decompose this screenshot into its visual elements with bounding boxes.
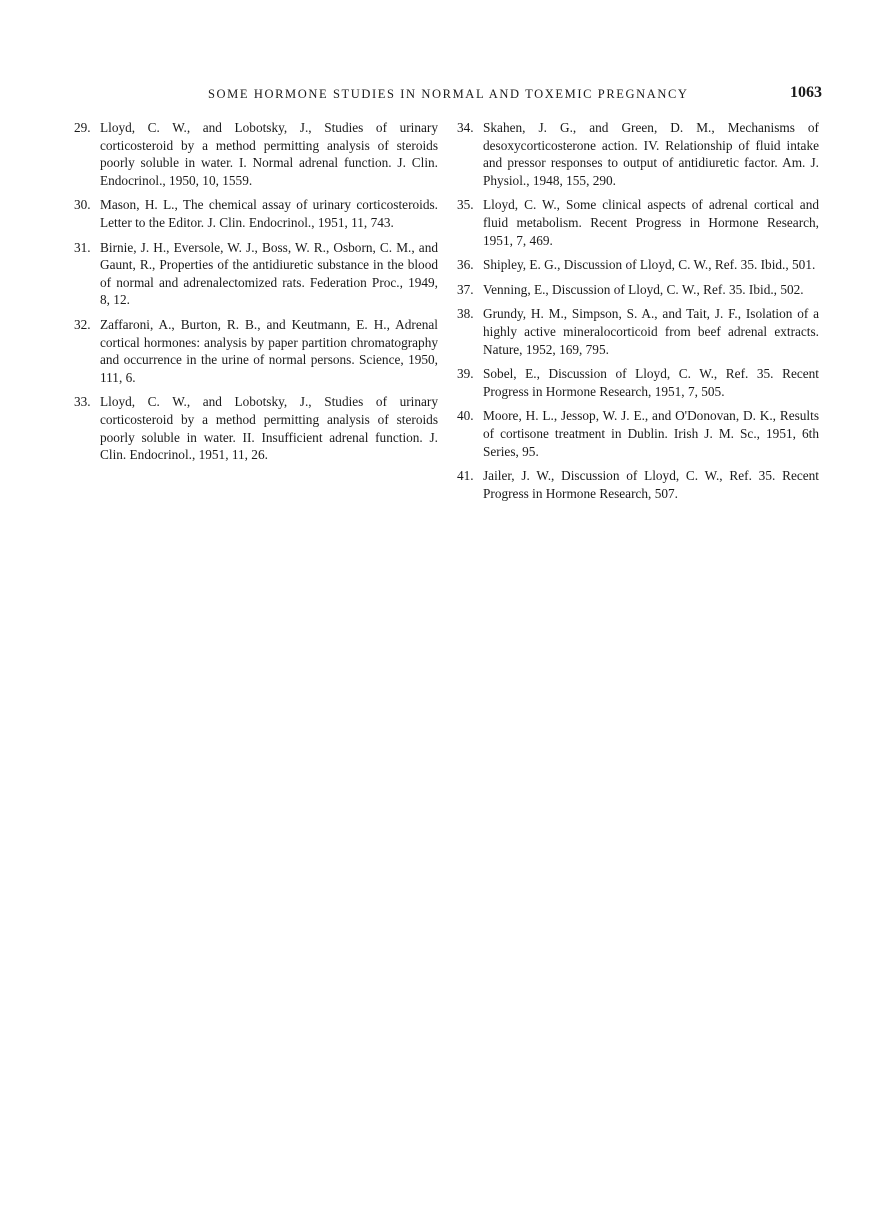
reference-number: 41.	[457, 468, 474, 484]
reference-number: 37.	[457, 281, 474, 297]
reference-text: Jailer, J. W., Discussion of Lloyd, C. W., Ref. 35. Recent Progress in Hormone Research, 507.	[483, 468, 819, 501]
reference-33	[74, 393, 438, 463]
reference-number: 36.	[457, 257, 474, 273]
reference-32	[74, 316, 438, 386]
reference-text: Birnie, J. H., Eversole, W. J., Boss, W. R., Osborn, C. M., and Gaunt, R., Properties of the antidiuretic substance in the blood of normal and adrenalectomized rats. Federation Proc., 1949, 8, 12.	[100, 239, 438, 308]
page-number: 1063	[790, 84, 822, 101]
reference-36	[457, 256, 819, 274]
reference-number: 29.	[74, 120, 91, 135]
reference-37	[457, 281, 819, 299]
reference-number: 39.	[457, 366, 474, 382]
reference-number: 34.	[457, 120, 474, 135]
reference-number: 35.	[457, 197, 474, 213]
reference-number: 38.	[457, 306, 474, 322]
reference-text: Lloyd, C. W., and Lobotsky, J., Studies of urinary corticosteroid by a method permitting analysis of steroids poorly soluble in water. II. Insufficient adrenal function. J. Clin. Endocrinol., 1951, 11, 26.	[100, 394, 438, 463]
reference-text: Lloyd, C. W., and Lobotsky, J., Studies of urinary corticosteroid by a method permitting analysis of steroids poorly soluble in water. I. Normal adrenal function. J. Clin. Endocrinol., 1950, 10, 1559.	[100, 120, 438, 188]
reference-35	[457, 196, 819, 249]
reference-number: 33.	[74, 394, 91, 410]
reference-40	[457, 407, 819, 460]
running-title: SOME HORMONE STUDIES IN NORMAL AND TOXEMIC PREGNANCY	[208, 87, 689, 101]
reference-text: Mason, H. L., The chemical assay of urinary corticosteroids. Letter to the Editor. J. Clin. Endocrinol., 1951, 11, 743.	[100, 197, 438, 230]
reference-text: Zaffaroni, A., Burton, R. B., and Keutmann, E. H., Adrenal cortical hormones: analysis by paper partition chromatography and occurrence in the urine of normal persons. Science, 1950, 111, 6.	[100, 316, 438, 385]
reference-34	[457, 119, 819, 189]
running-header	[0, 84, 880, 106]
reference-text: Lloyd, C. W., Some clinical aspects of adrenal cortical and fluid metabolism. Recent Progress in Hormone Research, 1951, 7, 469.	[483, 197, 819, 248]
reference-number: 40.	[457, 408, 474, 424]
reference-39	[457, 365, 819, 400]
reference-number: 31.	[74, 239, 91, 255]
reference-text: Venning, E., Discussion of Lloyd, C. W., Ref. 35. Ibid., 502.	[483, 281, 804, 297]
reference-text: Shipley, E. G., Discussion of Lloyd, C. W., Ref. 35. Ibid., 501.	[483, 257, 816, 273]
reference-text: Moore, H. L., Jessop, W. J. E., and O'Donovan, D. K., Results of cortisone treatment in Dublin. Irish J. M. Sc., 1951, 6th Series, 95.	[483, 408, 819, 459]
reference-number: 32.	[74, 316, 91, 332]
references-left-column	[74, 119, 438, 471]
reference-38	[457, 305, 819, 358]
reference-text: Grundy, H. M., Simpson, S. A., and Tait, J. F., Isolation of a highly active mineralocorticoid from beef adrenal extracts. Nature, 1952, 169, 795.	[483, 306, 819, 357]
reference-text: Sobel, E., Discussion of Lloyd, C. W., Ref. 35. Recent Progress in Hormone Research, 1951, 7, 505.	[483, 366, 819, 399]
reference-number: 30.	[74, 197, 91, 213]
reference-29	[74, 119, 438, 189]
reference-31	[74, 239, 438, 309]
reference-41	[457, 467, 819, 502]
references-right-column	[457, 119, 819, 509]
reference-30	[74, 196, 438, 231]
reference-text: Skahen, J. G., and Green, D. M., Mechanisms of desoxycorticosterone action. IV. Relationship of fluid intake and pressor responses to output of antidiuretic factor. Am. J. Physiol., 1948, 155, 290.	[483, 120, 819, 188]
